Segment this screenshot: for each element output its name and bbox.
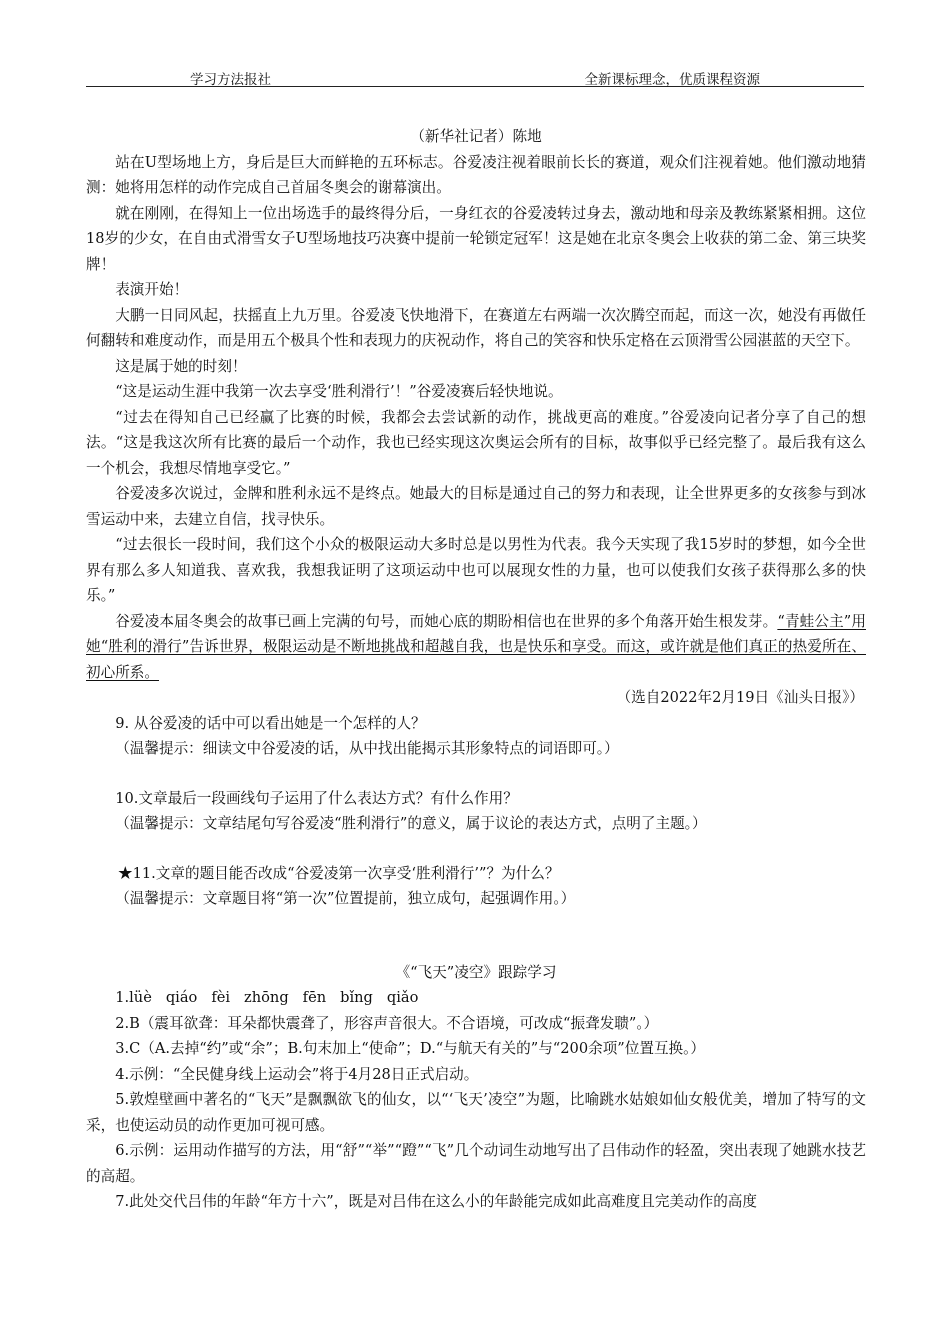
article-paragraph: “过去在得知自己已经赢了比赛的时候，我都会去尝试新的动作，挑战更高的难度。”谷爱凌向记者分享了自己的想法。“这是我这次所有比赛的最后一个动作，我也已经实现这次奥运会所有的目标，故事似乎已经完整了。最后我有这么一个机会，我想尽情地享受它。” <box>86 408 866 477</box>
final-plain-text: 谷爱凌本届冬奥会的故事已画上完满的句号，而她心底的期盼相信也在世界的多个角落开始生根发芽。 <box>115 612 778 630</box>
answer-5: 5.敦煌壁画中著名的“飞天”是飘飘欲飞的仙女，以“‘飞天’凌空”为题，比喻跳水姑娘如仙女般优美，增加了特写的文采，也使运动员的动作更加可视可感。 <box>86 1091 866 1134</box>
header-slogan: 全新课标理念，优质课程资源 <box>584 72 760 88</box>
article-paragraph: 这是属于她的时刻！ <box>115 357 247 375</box>
article-paragraph: 就在刚刚，在得知上一位出场选手的最终得分后，一身红衣的谷爱凌转过身去，激动地和母亲及教练紧紧相拥。这位18岁的少女，在自由式滑雪女子U型场地技巧决赛中提前一轮锁定冠军！这是她在北京冬奥会上收获的第二金、第三块奖牌！ <box>86 204 866 273</box>
article-paragraph: “这是运动生涯中我第一次去享受‘胜利滑行’！”谷爱凌赛后轻快地说。 <box>115 383 563 400</box>
answer-4: 4.示例：“全民健身线上运动会”将于4月28日正式启动。 <box>115 1065 479 1083</box>
page-header <box>86 66 864 87</box>
article-source: （选自2022年2月19日《汕头日报》） <box>616 689 864 706</box>
document-body <box>86 124 866 1215</box>
section-gap <box>86 912 866 960</box>
article-paragraph: 表演开始！ <box>115 281 189 298</box>
question-9-hint: （温馨提示：细读文中谷爱凌的话，从中找出能揭示其形象特点的词语即可。） <box>115 740 619 757</box>
answer-3: 3.C（A.去掉“约”或“余”；B.句末加上“使命”；D.“与航天有关的”与“200余项”位置互换。） <box>115 1040 706 1057</box>
article-paragraph: 站在U型场地上方，身后是巨大而鲜艳的五环标志。谷爱凌注视着眼前长长的赛道，观众们注视着她。他们激动地猜测：她将用怎样的动作完成自己首届冬奥会的谢幕演出。 <box>86 153 866 196</box>
article-paragraph: 大鹏一日同风起，扶摇直上九万里。谷爱凌飞快地滑下，在赛道左右两端一次次腾空而起，而这一次，她没有再做任何翻转和难度动作，而是用五个极具个性和表现力的庆祝动作，将自己的笑容和快乐定格在云顶滑雪公园湛蓝的天空下。 <box>86 306 866 349</box>
answer-1-number: 1. <box>115 989 130 1006</box>
question-11-hint: （温馨提示：文章题目将“第一次”位置提前，独立成句，起强调作用。） <box>115 890 576 907</box>
answer-2: 2.B（震耳欲聋：耳朵都快震聋了，形容声音很大。不合语境，可改成“振聋发聩”。） <box>115 1014 659 1032</box>
underlined-sentence: “青蛙公主”用她“胜利的滑行”告诉世界，极限运动是不断地挑战和超越自我，也是快乐和享受。而这，或许就是他们真正的热爱所在、初心所系。 <box>86 612 866 681</box>
article-byline: （新华社记者）陈地 <box>410 128 542 145</box>
answers-title: 《“飞天”凌空》跟踪学习 <box>395 963 557 981</box>
article-paragraph-final <box>86 609 866 686</box>
question-9: 9. 从谷爱凌的话中可以看出她是一个怎样的人？ <box>115 714 426 732</box>
article-paragraph: “过去很长一段时间，我们这个小众的极限运动大多时总是以男性为代表。我今天实现了我15岁时的梦想，如今全世界有那么多人知道我、喜欢我，我想我证明了这项运动中也可以展现女性的力量，也可以使我们女孩子获得那么多的快乐。” <box>86 536 866 604</box>
answer-space <box>86 837 866 861</box>
header-publisher: 学习方法报社 <box>190 72 271 88</box>
question-10: 10.文章最后一段画线句子运用了什么表达方式？有什么作用？ <box>115 789 518 807</box>
answer-1: 1.lüè qiáo fèi zhōng fēn bǐng qiǎo <box>115 989 419 1006</box>
answer-space <box>86 762 866 786</box>
question-10-hint: （温馨提示：文章结尾句写谷爱凌“胜利滑行”的意义，属于议论的表达方式，点明了主题。） <box>115 815 707 832</box>
article-paragraph: 谷爱凌多次说过，金牌和胜利永远不是终点。她最大的目标是通过自己的努力和表现，让全世界更多的女孩参与到冰雪运动中来，去建立自信，找寻快乐。 <box>86 485 866 528</box>
answer-6: 6.示例：运用动作描写的方法，用“舒”“举”“蹬”“飞”几个动词生动地写出了吕伟动作的轻盈，突出表现了她跳水技艺的高超。 <box>86 1142 866 1185</box>
question-11: ★11.文章的题目能否改成“谷爱凌第一次享受‘胜利滑行’”？为什么？ <box>118 864 560 882</box>
answer-7: 7.此处交代吕伟的年龄“年方十六”，既是对吕伟在这么小的年龄能完成如此高难度且完美动作的高度 <box>115 1193 757 1210</box>
